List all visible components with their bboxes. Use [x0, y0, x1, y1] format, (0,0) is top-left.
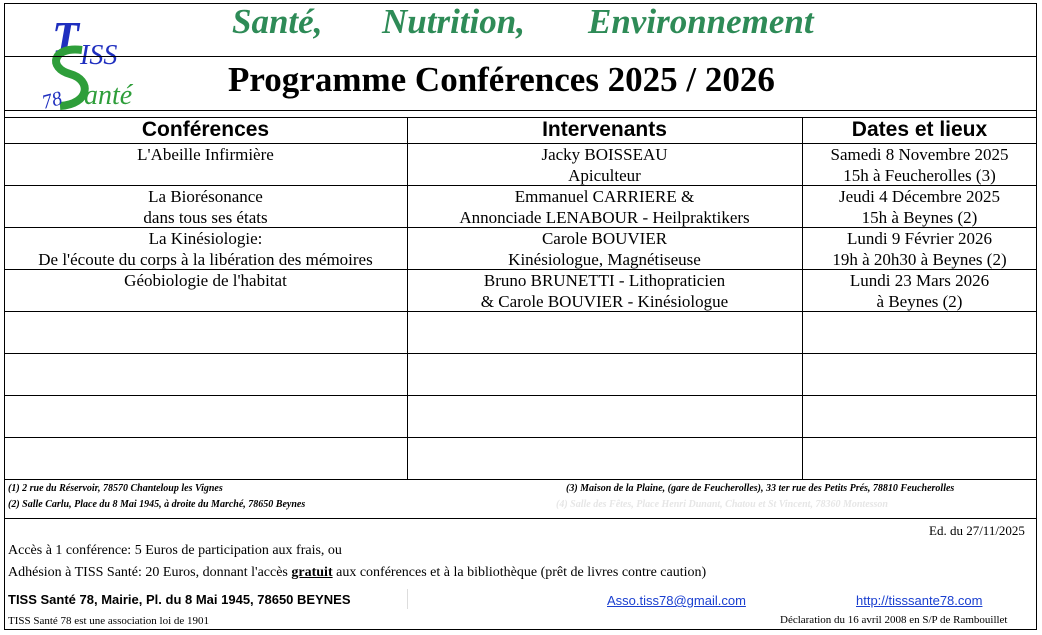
slogan-word: Environnement — [588, 2, 814, 41]
email-link[interactable]: Asso.tiss78@gmail.com — [607, 593, 746, 608]
cell-line: Emmanuel CARRIERE & — [514, 187, 695, 206]
footnote-1: (1) 2 rue du Réservoir, 78570 Chanteloup les Vignes — [8, 483, 223, 494]
table-border — [4, 437, 1037, 438]
slogan-word: Nutrition, — [382, 2, 525, 41]
slogan — [232, 2, 852, 44]
cell-line: Jacky BOISSEAU — [541, 145, 668, 164]
table-cell-speaker — [407, 228, 802, 270]
table-cell-date — [802, 186, 1037, 228]
cell-line: L'Abeille Infirmière — [137, 145, 274, 164]
cell-line: à Beynes (2) — [876, 292, 963, 311]
edition-date: Ed. du 27/11/2025 — [929, 523, 1025, 538]
declaration: Déclaration du 16 avril 2008 en S/P de Rambouillet — [780, 614, 1008, 626]
table-cell-conference — [4, 144, 407, 165]
membership-fee — [8, 565, 706, 581]
access-fee: Accès à 1 conférence: 5 Euros de participation aux frais, ou — [8, 543, 342, 558]
table-cell-date — [802, 144, 1037, 186]
cell-line: Lundi 23 Mars 2026 — [849, 271, 990, 290]
cell-line: dans tous ses états — [143, 208, 268, 227]
table-border — [4, 353, 1037, 354]
cell-line: Apiculteur — [568, 166, 641, 185]
svg-text:anté: anté — [84, 80, 133, 111]
cell-line: Géobiologie de l'habitat — [124, 271, 287, 290]
cell-line: Kinésiologue, Magnétiseuse — [508, 250, 701, 269]
slogan-word: Santé, — [232, 2, 323, 41]
table-border — [4, 395, 1037, 396]
column-header-conferences: Conférences — [141, 118, 270, 141]
cell-line: 15h à Beynes (2) — [861, 208, 978, 227]
table-cell-date — [802, 270, 1037, 312]
cell-line: & Carole BOUVIER - Kinésiologue — [480, 292, 729, 311]
cell-line: La Kinésiologie: — [148, 229, 263, 248]
divider — [4, 518, 1037, 519]
column-header-intervenants: Intervenants — [542, 118, 667, 141]
table-cell-date — [802, 228, 1037, 270]
cell-line: 15h à Feucherolles (3) — [843, 166, 996, 185]
cell-line: Bruno BRUNETTI - Lithopraticien — [483, 271, 726, 290]
cell-line: 19h à 20h30 à Beynes (2) — [832, 250, 1007, 269]
table-cell-conference — [4, 228, 407, 270]
membership-text: Adhésion à TISS Santé: 20 Euros, donnant l'accès — [8, 565, 292, 580]
table-cell-speaker — [407, 186, 802, 228]
membership-text: aux conférences et à la bibliothèque (prêt de livres contre caution) — [332, 565, 707, 580]
association-status: TISS Santé 78 est une association loi de 1901 — [8, 615, 210, 627]
cell-line: Jeudi 4 Décembre 2025 — [839, 187, 1000, 206]
cell-line: La Biorésonance — [148, 187, 263, 206]
cell-line: De l'écoute du corps à la libération des mémoires — [38, 250, 373, 269]
footnote-3: (3) Maison de la Plaine, (gare de Feucherolles), 33 ter rue des Petits Prés, 78810 Feucherolles — [566, 483, 955, 494]
column-header-dates: Dates et lieux — [851, 118, 988, 141]
divider — [4, 56, 1037, 57]
divider — [4, 110, 1037, 111]
table-cell-speaker — [407, 270, 802, 312]
website-link[interactable]: http://tisssante78.com — [856, 593, 983, 608]
table-border — [4, 479, 1037, 480]
tiss-sante-logo — [30, 8, 160, 113]
cell-line: Samedi 8 Novembre 2025 — [830, 145, 1009, 164]
table-cell-conference — [4, 270, 407, 291]
free-emphasis: gratuit — [291, 565, 333, 580]
divider — [407, 589, 408, 609]
table-cell-speaker — [407, 144, 802, 186]
footnote-4: (4) Salle des Fêtes, Place Henri Dunant, Chatou et St Vincent, 78360 Montesson — [556, 499, 888, 510]
footnote-2: (2) Salle Carlu, Place du 8 Mai 1945, à droite du Marché, 78650 Beynes — [8, 499, 306, 510]
cell-line: Lundi 9 Février 2026 — [847, 229, 992, 248]
cell-line: Annonciade LENABOUR - Heilpraktikers — [459, 208, 750, 227]
svg-text:78: 78 — [39, 87, 65, 113]
svg-text:T: T — [52, 13, 79, 62]
svg-text:ISS: ISS — [80, 40, 118, 71]
table-cell-conference — [4, 186, 407, 228]
postal-address: TISS Santé 78, Mairie, Pl. du 8 Mai 1945, 78650 BEYNES — [8, 592, 351, 607]
cell-line: Carole BOUVIER — [541, 229, 668, 248]
page-title: Programme Conférences 2025 / 2026 — [228, 60, 775, 99]
